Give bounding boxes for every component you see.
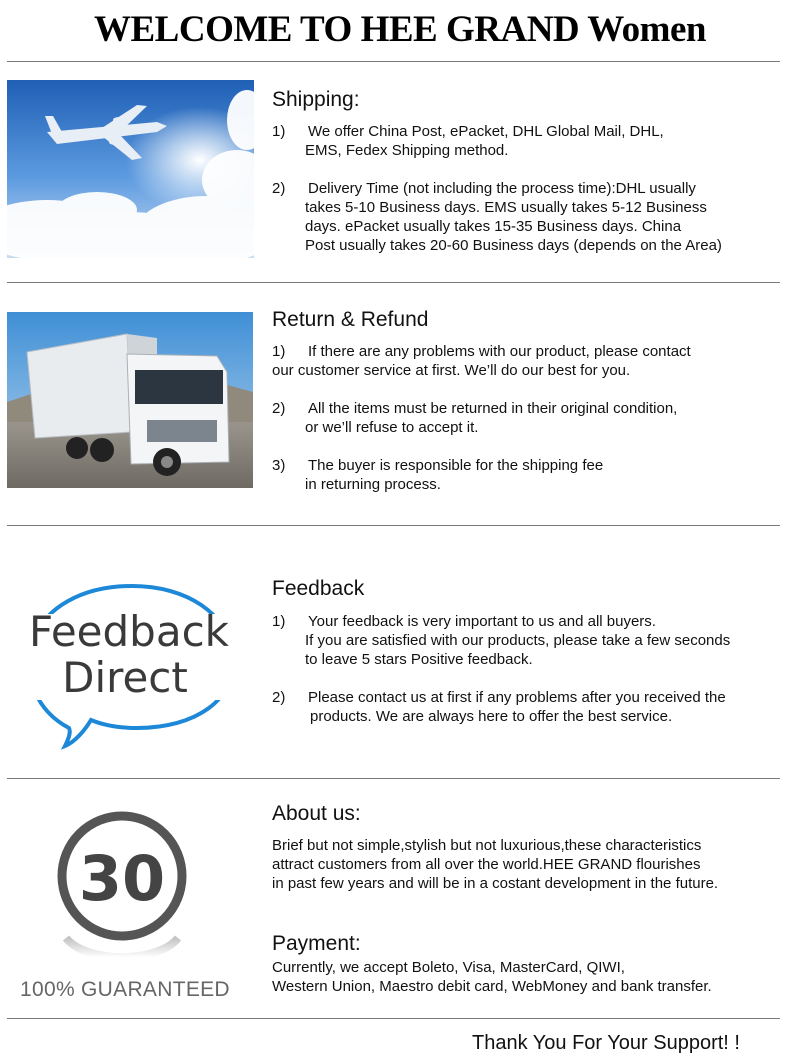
list-number: 3) xyxy=(272,457,286,474)
list-item-line: Your feedback is very important to us and all buyers. xyxy=(308,613,656,630)
list-number: 2) xyxy=(272,400,286,417)
about-line: attract customers from all over the world.HEE GRAND flourishes xyxy=(272,856,701,873)
divider xyxy=(7,778,780,779)
list-item-line: our customer service at first. We’ll do our best for you. xyxy=(272,362,631,379)
payment-line: Currently, we accept Boleto, Visa, MasterCard, QIWI, xyxy=(272,959,625,976)
list-item-line: All the items must be returned in their original condition, xyxy=(308,400,678,417)
thank-you-text: Thank You For Your Support! ! xyxy=(472,1032,740,1054)
list-number: 1) xyxy=(272,123,286,140)
list-number: 2) xyxy=(272,689,286,706)
list-item-line: Post usually takes 20-60 Business days (depends on the Area) xyxy=(305,237,722,254)
list-item-line: or we’ll refuse to accept it. xyxy=(305,419,479,436)
list-item-line: to leave 5 stars Positive feedback. xyxy=(305,651,533,668)
list-item-line: products. We are always here to offer the best service. xyxy=(310,708,673,725)
list-number: 2) xyxy=(272,180,286,197)
list-item-line: If you are satisfied with our products, please take a few seconds xyxy=(305,632,731,649)
list-item-line: takes 5-10 Business days. EMS usually takes 5-12 Business xyxy=(305,199,707,216)
list-item-line: Delivery Time (not including the process time):DHL usually xyxy=(308,180,696,197)
about-title: About us: xyxy=(272,802,361,825)
shipping-title: Shipping: xyxy=(272,88,360,111)
about-line: in past few years and will be in a costant development in the future. xyxy=(272,875,719,892)
truck-image xyxy=(7,312,253,488)
list-number: 1) xyxy=(272,613,286,630)
logo-text-direct: Direct xyxy=(62,653,188,702)
list-number: 1) xyxy=(272,343,286,360)
guarantee-number: 30 xyxy=(78,842,166,915)
list-item-line: Please contact us at first if any problems after you received the xyxy=(308,689,726,706)
divider xyxy=(7,525,780,526)
about-line: Brief but not simple,stylish but not luxurious,these characteristics xyxy=(272,837,702,854)
payment-title: Payment: xyxy=(272,932,361,955)
payment-line: Western Union, Maestro debit card, WebMoney and bank transfer. xyxy=(272,978,712,995)
list-item-line: If there are any problems with our product, please contact xyxy=(308,343,691,360)
guarantee-badge xyxy=(50,808,200,968)
returns-title: Return & Refund xyxy=(272,308,429,331)
logo-text-feedback: Feedback xyxy=(28,607,230,656)
list-item-line: The buyer is responsible for the shipping fee xyxy=(308,457,604,474)
airplane-sky-image xyxy=(7,80,254,258)
page-title: WELCOME TO HEE GRAND Women xyxy=(94,9,706,50)
guarantee-label: 100% GUARANTEED xyxy=(20,978,230,1001)
divider xyxy=(7,1018,780,1019)
feedback-title: Feedback xyxy=(272,577,365,600)
divider xyxy=(7,61,780,62)
feedback-direct-logo xyxy=(7,578,257,750)
list-item-line: days. ePacket usually takes 15-35 Business days. China xyxy=(305,218,682,235)
divider xyxy=(7,282,780,283)
list-item-line: We offer China Post, ePacket, DHL Global Mail, DHL, xyxy=(308,123,664,140)
list-item-line: in returning process. xyxy=(305,476,441,493)
list-item-line: EMS, Fedex Shipping method. xyxy=(305,142,509,159)
